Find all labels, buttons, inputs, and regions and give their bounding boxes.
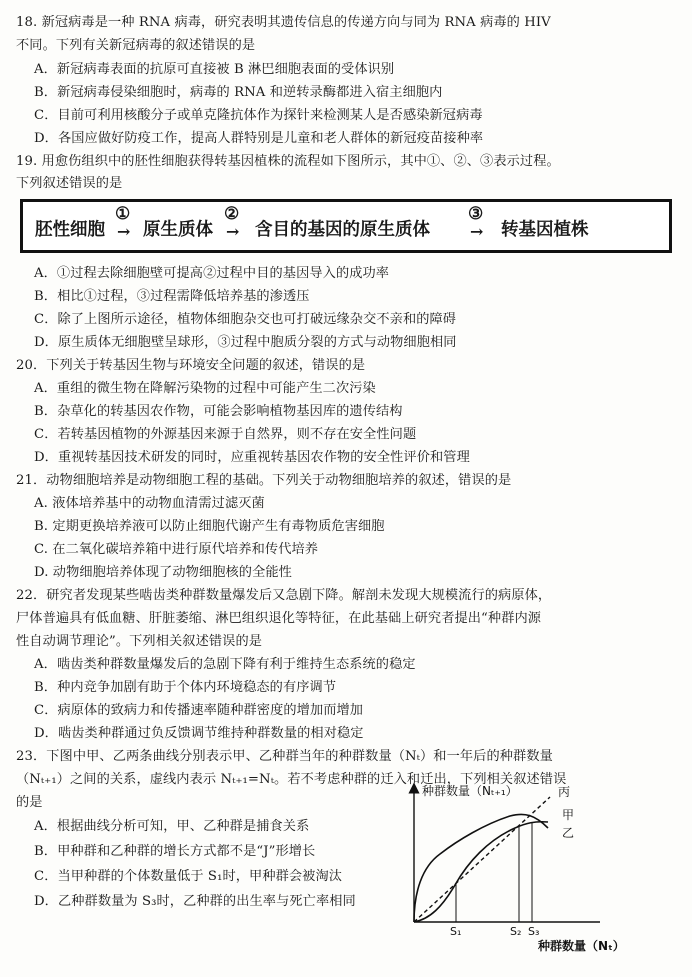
chart-xlabel: 种群数量（Nₜ） — [538, 939, 625, 953]
flow-arrow-2 — [220, 202, 248, 252]
q23-option-b: B．甲种群和乙种群的增长方式都不是“J”形增长 — [34, 844, 316, 859]
q19-option-c: C．除了上图所示途径，植物体细胞杂交也可打破远缘杂交不亲和的障碍 — [34, 312, 457, 327]
q23-stem-line3: 的是 — [16, 795, 43, 810]
q23-stem-line1: 23．下图中甲、乙两条曲线分别表示甲、乙种群当年的种群数量（Nₜ）和一年后的种群数量 — [16, 749, 553, 764]
arrow-right-icon: → — [117, 222, 131, 241]
series-bing-label: 丙 — [558, 785, 571, 799]
q22-option-b: B．种内竞争加剧有助于个体内环境稳态的有序调节 — [34, 680, 337, 695]
tick-s1: S₁ — [450, 925, 462, 938]
q20-option-b: B．杂草化的转基因农作物，可能会影响植物基因库的遗传结构 — [34, 404, 403, 419]
q18-stem-line1: 18. 新冠病毒是一种 RNA 病毒，研究表明其遗传信息的传递方向与同为 RNA 病毒的 HIV — [16, 15, 551, 30]
chart-ylabel: 种群数量（Nₜ₊₁） — [422, 784, 518, 798]
q19-stem-line1: 19. 用愈伤组织中的胚性细胞获得转基因植株的流程如下图所示，其中①、②、③表示过程。 — [16, 154, 560, 169]
q22-stem-line3: 性自动调节理论”。下列相关叙述错误的是 — [16, 634, 263, 649]
series-jia-label: 甲 — [562, 808, 575, 822]
q18-option-b: B．新冠病毒侵染细胞时，病毒的 RNA 和逆转录酶都进入宿主细胞内 — [34, 85, 443, 100]
q21-option-a: A. 液体培养基中的动物血清需过滤灭菌 — [34, 496, 265, 511]
q20-option-d: D．重视转基因技术研发的同时，应重视转基因农作物的安全性评价和管理 — [34, 450, 470, 465]
flow-arrow-3-number: ③ — [468, 204, 484, 224]
q19-flow-diagram — [20, 199, 672, 253]
tick-s3: S₃ — [528, 925, 540, 938]
q23-option-a: A．根据曲线分析可知，甲、乙种群是捕食关系 — [34, 819, 310, 834]
q20-option-a: A．重组的微生物在降解污染物的过程中可能产生二次污染 — [34, 381, 376, 396]
flow-arrow-2-number: ② — [224, 204, 240, 224]
q19-option-d: D．原生质体无细胞壁呈球形，③过程中胞质分裂的方式与动物细胞相同 — [34, 335, 457, 350]
flow-step-1: 胚性细胞 — [35, 220, 105, 240]
q21-stem: 21．动物细胞培养是动物细胞工程的基础。下列关于动物细胞培养的叙述，错误的是 — [16, 473, 512, 488]
q19-stem-line2: 下列叙述错误的是 — [16, 176, 123, 191]
flow-step-3: 含目的基因的原生质体 — [255, 220, 430, 240]
q18-option-c: C．目前可利用核酸分子或单克隆抗体作为探针来检测某人是否感染新冠病毒 — [34, 108, 483, 123]
q23-option-c: C．当甲种群的个体数量低于 S₁时，甲种群会被淘汰 — [34, 869, 343, 884]
q23-option-d: D．乙种群数量为 S₃时，乙种群的出生率与死亡率相同 — [34, 894, 356, 909]
q20-stem: 20．下列关于转基因生物与环境安全问题的叙述，错误的是 — [16, 358, 366, 373]
q18-option-a: A．新冠病毒表面的抗原可直接被 B 淋巴细胞表面的受体识别 — [34, 62, 395, 77]
flow-step-2: 原生质体 — [143, 220, 213, 240]
q18-option-d: D．各国应做好防疫工作，提高人群特别是儿童和老人群体的新冠疫苗接种率 — [34, 131, 484, 146]
q22-option-c: C．病原体的致病力和传播速率随种群密度的增加而增加 — [34, 703, 364, 718]
q22-option-d: D．啮齿类种群通过负反馈调节维持种群数量的相对稳定 — [34, 726, 364, 741]
q23-stem-line2: （Nₜ₊₁）之间的关系，虚线内表示 Nₜ₊₁=Nₜ。若不考虑种群的迁入和迁出，下列相关叙述错误 — [16, 772, 567, 787]
q22-stem-line2: 尸体普遍具有低血糖、肝脏萎缩、淋巴组织退化等特征，在此基础上研究者提出“种群内源 — [16, 611, 542, 626]
q21-option-b: B. 定期更换培养液可以防止细胞代谢产生有毒物质危害细胞 — [34, 519, 385, 534]
q22-stem-line1: 22．研究者发现某些啮齿类种群数量爆发后又急剧下降。解剖未发现大规模流行的病原体， — [16, 588, 552, 603]
flow-step-4: 转基因植株 — [501, 220, 589, 240]
flow-arrow-1-number: ① — [115, 204, 131, 224]
flow-arrow-3 — [464, 202, 492, 252]
flow-arrow-1 — [111, 202, 139, 252]
q21-option-d: D. 动物细胞培养体现了动物细胞核的全能性 — [34, 565, 292, 580]
arrow-right-icon: → — [226, 222, 240, 241]
series-yi-label: 乙 — [562, 826, 575, 840]
q18-stem-line2: 不同。下列有关新冠病毒的叙述错误的是 — [16, 38, 256, 53]
q20-option-c: C．若转基因植物的外源基因来源于自然界，则不存在安全性问题 — [34, 427, 417, 442]
q21-option-c: C. 在二氧化碳培养箱中进行原代培养和传代培养 — [34, 542, 319, 557]
q19-option-a: A．①过程去除细胞壁可提高②过程中目的基因导入的成功率 — [34, 266, 390, 281]
series-jia-line — [414, 822, 548, 922]
series-yi-line — [414, 814, 548, 922]
q22-option-a: A．啮齿类种群数量爆发后的急剧下降有利于维持生态系统的稳定 — [34, 657, 416, 672]
arrow-right-icon: → — [470, 222, 484, 241]
q23-population-chart — [400, 782, 685, 974]
tick-s2: S₂ — [510, 925, 522, 938]
q19-option-b: B．相比①过程，③过程需降低培养基的渗透压 — [34, 289, 310, 304]
